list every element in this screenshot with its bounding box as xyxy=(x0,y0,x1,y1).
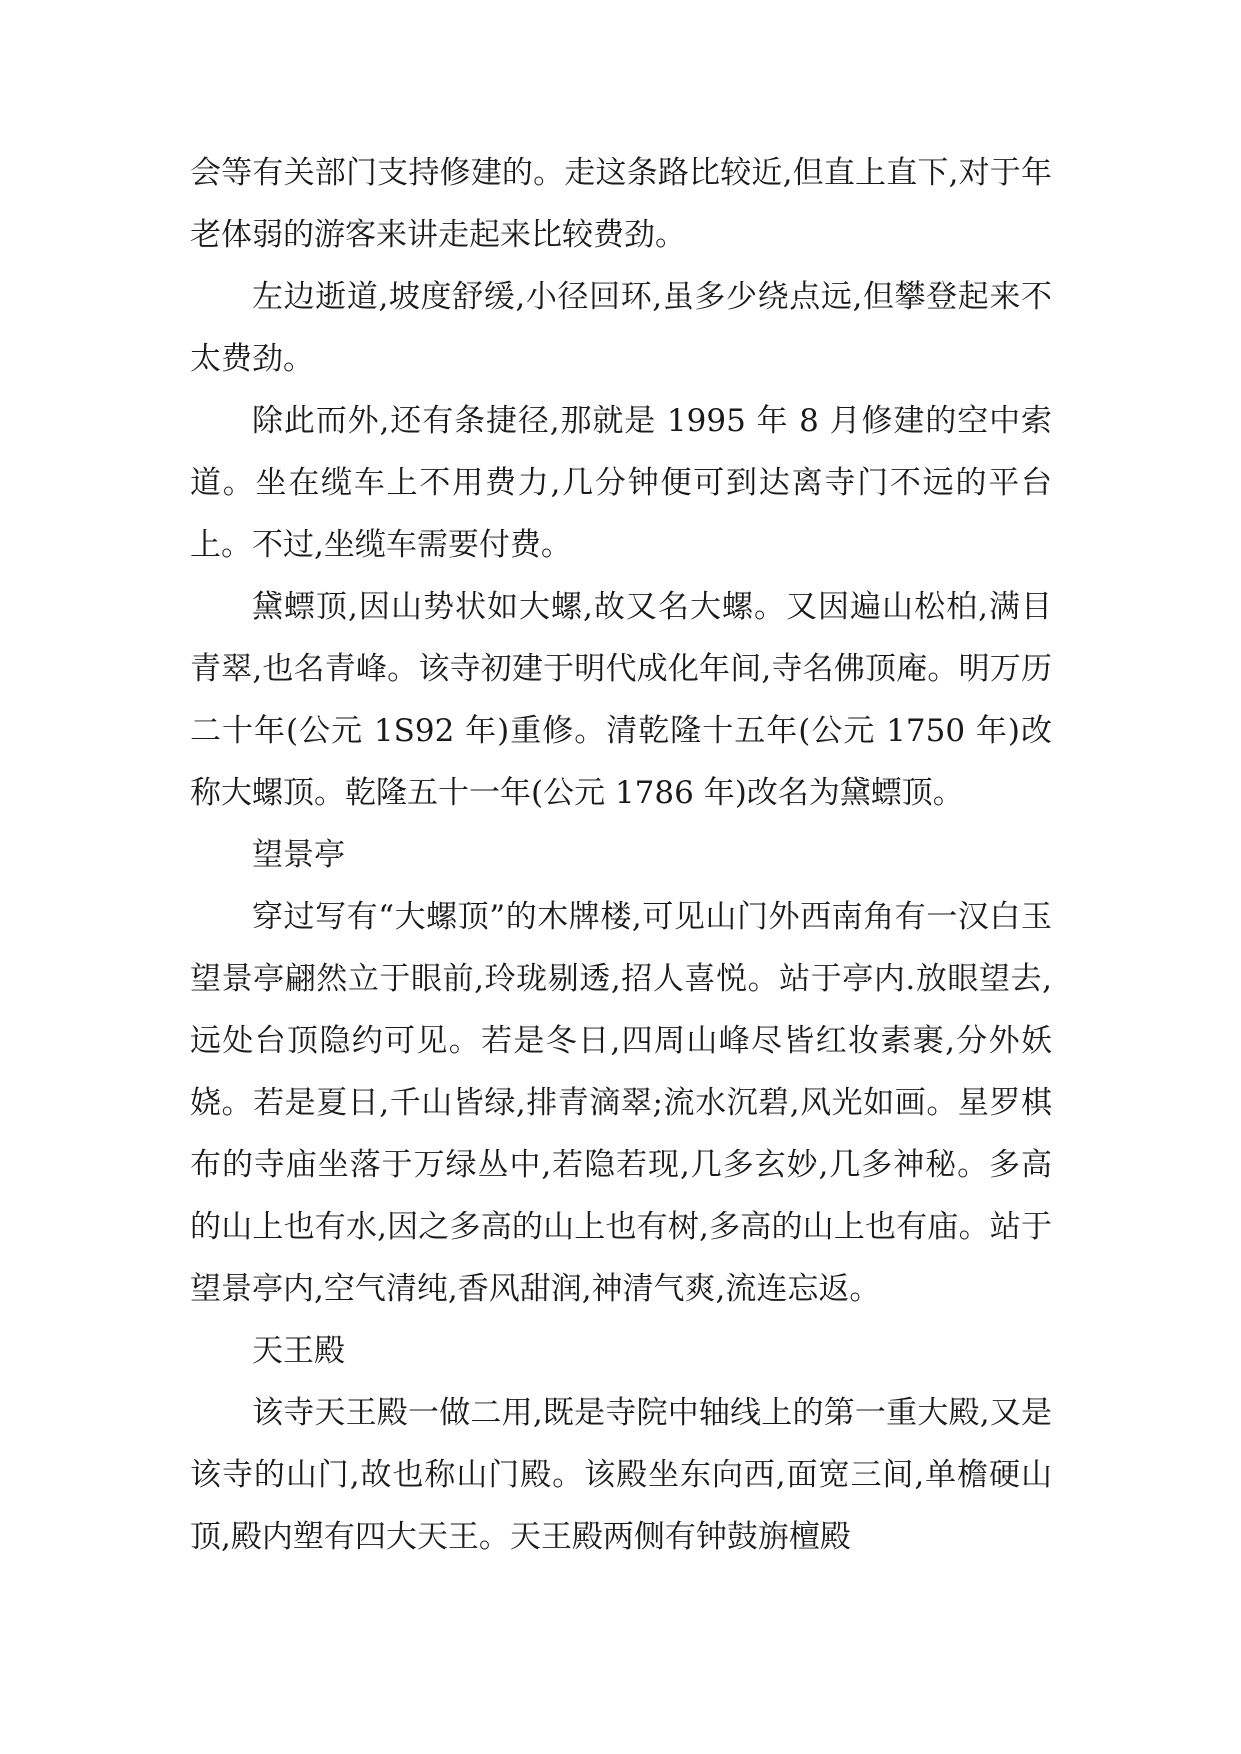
paragraph-tianwang-hall: 该寺天王殿一做二用,既是寺院中轴线上的第一重大殿,又是该寺的山门,故也称山门殿。该殿坐东向西,面宽三间,单檐硬山顶,殿内塑有四大天王。天王殿两侧有钟鼓旃檀殿 xyxy=(190,1395,1052,1555)
document-page xyxy=(190,142,1052,1568)
paragraph-temple-history: 黛螵顶,因山势状如大螺,故又名大螺。又因遍山松柏,满目青翠,也名青峰。该寺初建于明代成化年间,寺名佛顶庵。明万历二十年(公元 1S92 年)重修。清乾隆十五年(公元 1750 年)改称大螺顶。乾隆五十一年(公元 1786 年)改名为黛螵顶。 xyxy=(190,589,1052,811)
section-heading-tianwang-hall: 天王殿 xyxy=(252,1333,345,1369)
paragraph-cable-car: 除此而外,还有条捷径,那就是 1995 年 8 月修建的空中索道。坐在缆车上不用费力,几分钟便可到达离寺门不远的平台上。不过,坐缆车需要付费。 xyxy=(190,403,1052,563)
paragraph-continuation: 会等有关部门支持修建的。走这条路比较近,但直上直下,对于年老体弱的游客来讲走起来比较费劲。 xyxy=(190,155,1052,253)
paragraph-left-path: 左边逝道,坡度舒缓,小径回环,虽多少绕点远,但攀登起来不太费劲。 xyxy=(190,279,1052,377)
paragraph-wangjing-pavilion: 穿过写有“大螺顶”的木牌楼,可见山门外西南角有一汉白玉望景亭翩然立于眼前,玲珑剔透,招人喜悦。站于亭内.放眼望去,远处台顶隐约可见。若是冬日,四周山峰尽皆红妆素裹,分外妖娆。若是夏日,千山皆绿,排青滴翠;流水沉碧,风光如画。星罗棋布的寺庙坐落于万绿丛中,若隐若现,几多玄妙,几多神秘。多高的山上也有水,因之多高的山上也有树,多高的山上也有庙。站于望景亭内,空气清纯,香风甜润,神清气爽,流连忘返。 xyxy=(190,899,1052,1307)
section-heading-wangjing-pavilion: 望景亭 xyxy=(252,837,345,873)
